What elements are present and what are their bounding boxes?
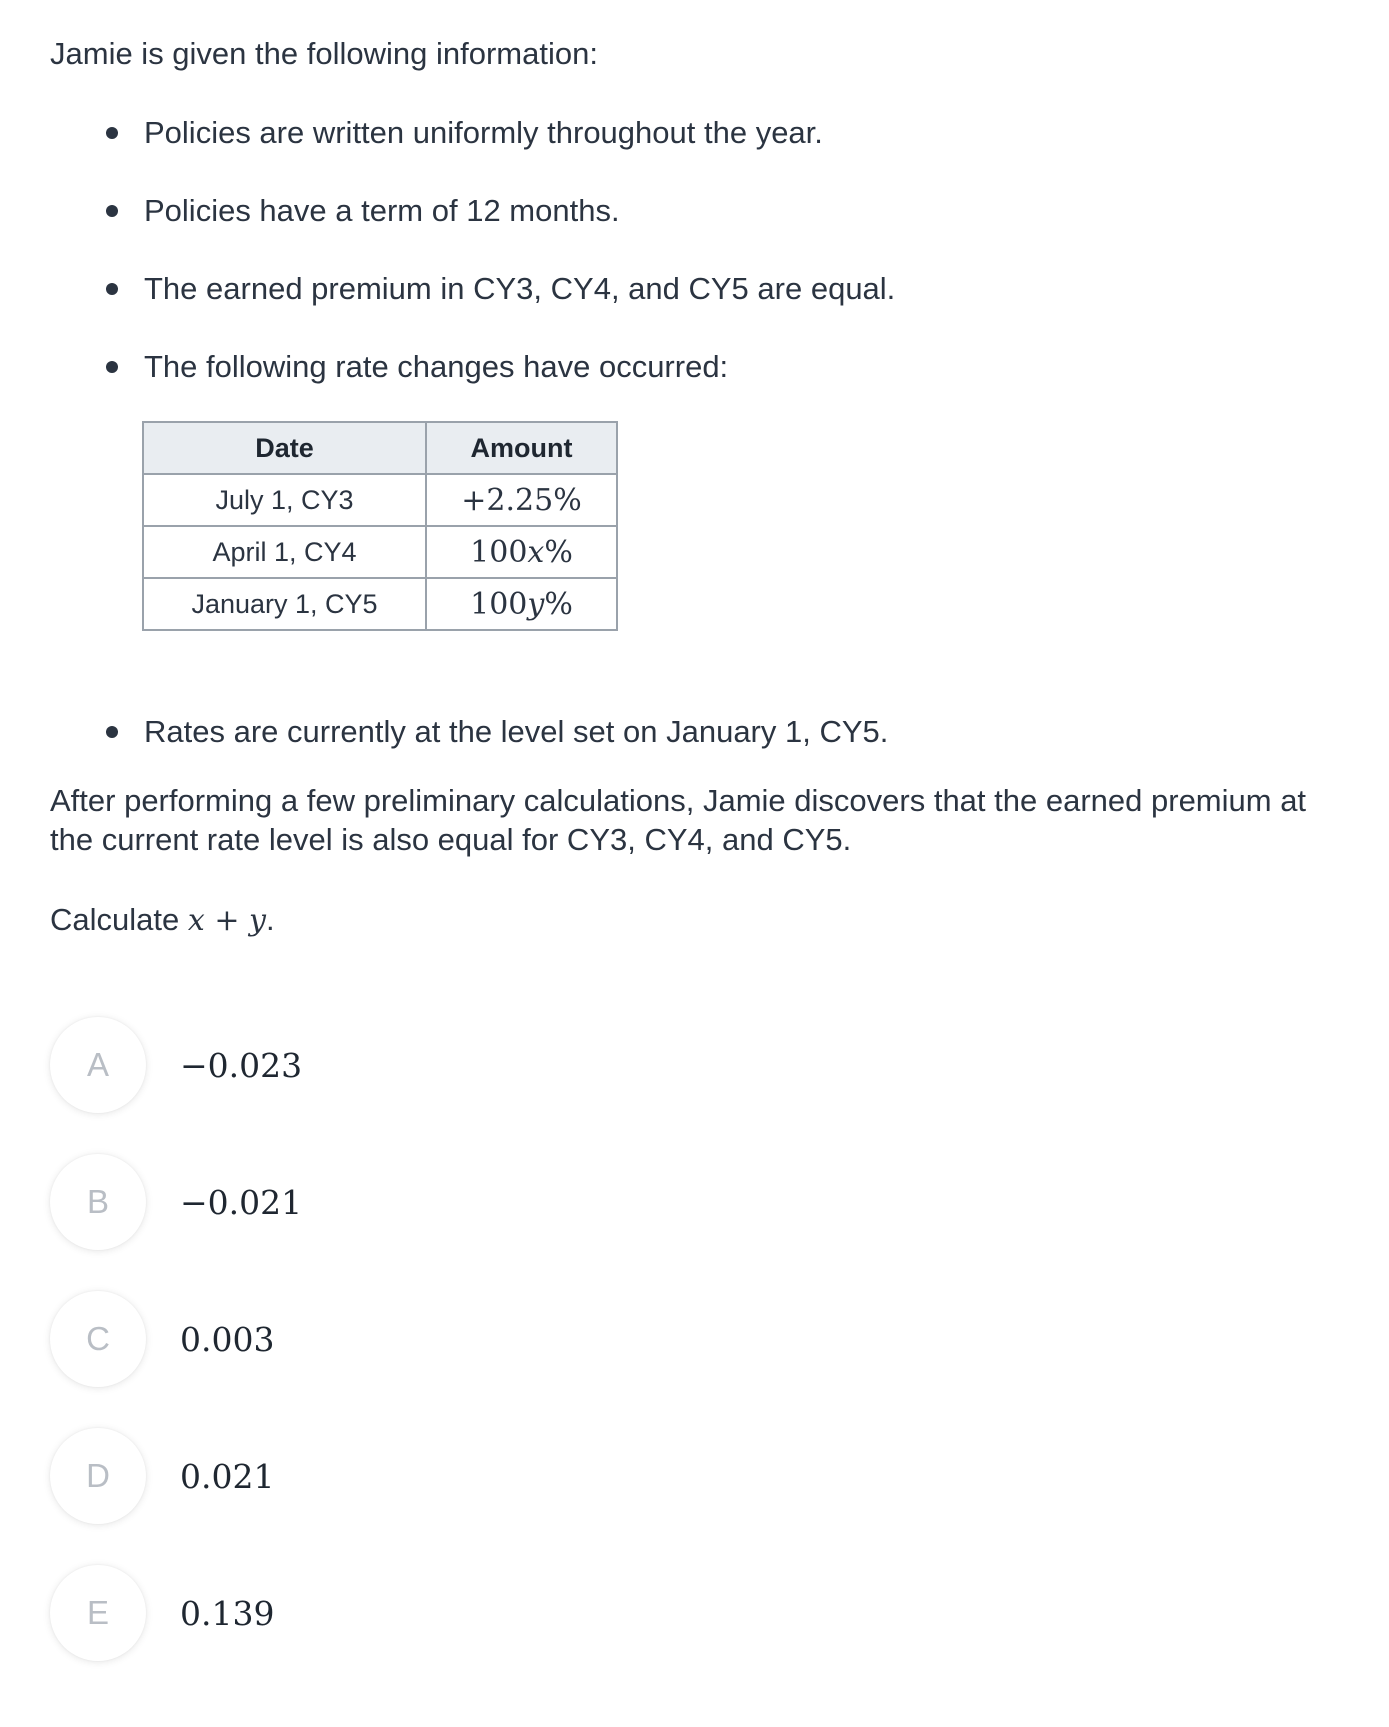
question-prompt: Calculate x + y.: [50, 902, 275, 938]
bullet-item: [106, 347, 728, 387]
choice-value: −0.021: [180, 1182, 303, 1222]
bullet-dot-icon: [106, 283, 118, 295]
table-row: [143, 526, 617, 578]
answer-choice-c[interactable]: [50, 1291, 650, 1387]
bullet-dot-icon: [106, 726, 118, 738]
choice-value: 0.139: [180, 1593, 275, 1633]
choice-letter-badge: A: [50, 1017, 146, 1113]
rate-changes-table: [142, 421, 618, 631]
choice-letter-badge: B: [50, 1154, 146, 1250]
rate-change-date: January 1, CY5: [143, 578, 426, 630]
table-row: [143, 578, 617, 630]
choice-value: 0.021: [180, 1456, 275, 1496]
table-row: [143, 474, 617, 526]
bullet-text: Rates are currently at the level set on January 1, CY5.: [144, 714, 889, 749]
bullet-item: [106, 269, 895, 309]
question-paragraph: After performing a few preliminary calculations, Jamie discovers that the earned premium at the current rate level is also equal for CY3, CY4, and CY5.: [50, 783, 1307, 857]
bullet-item: [106, 191, 620, 231]
bullet-dot-icon: [106, 205, 118, 217]
rate-change-date: July 1, CY3: [143, 474, 426, 526]
column-header-amount: Amount: [426, 422, 617, 474]
choice-letter-badge: C: [50, 1291, 146, 1387]
bullet-dot-icon: [106, 127, 118, 139]
answer-choice-b[interactable]: [50, 1154, 650, 1250]
rate-change-amount: 100x%: [426, 526, 617, 578]
bullet-text: The earned premium in CY3, CY4, and CY5 are equal.: [144, 271, 896, 306]
choice-letter-badge: D: [50, 1428, 146, 1524]
rate-change-amount: 100y%: [426, 578, 617, 630]
bullet-text: The following rate changes have occurred:: [144, 349, 729, 384]
table-header-row: [143, 422, 617, 474]
bullet-text: Policies are written uniformly throughout the year.: [144, 115, 823, 150]
rate-change-amount: +2.25%: [426, 474, 617, 526]
bullet-text: Policies have a term of 12 months.: [144, 193, 620, 228]
column-header-date: Date: [143, 422, 426, 474]
bullet-item: [106, 113, 823, 153]
answer-choice-a[interactable]: [50, 1017, 650, 1113]
answer-choice-d[interactable]: [50, 1428, 650, 1524]
bullet-item: [106, 712, 888, 752]
bullet-dot-icon: [106, 361, 118, 373]
choice-value: 0.003: [180, 1319, 275, 1359]
rate-change-date: April 1, CY4: [143, 526, 426, 578]
answer-choice-e[interactable]: [50, 1565, 650, 1661]
choice-letter-badge: E: [50, 1565, 146, 1661]
question-intro: Jamie is given the following information:: [50, 36, 598, 71]
choice-value: −0.023: [180, 1045, 303, 1085]
